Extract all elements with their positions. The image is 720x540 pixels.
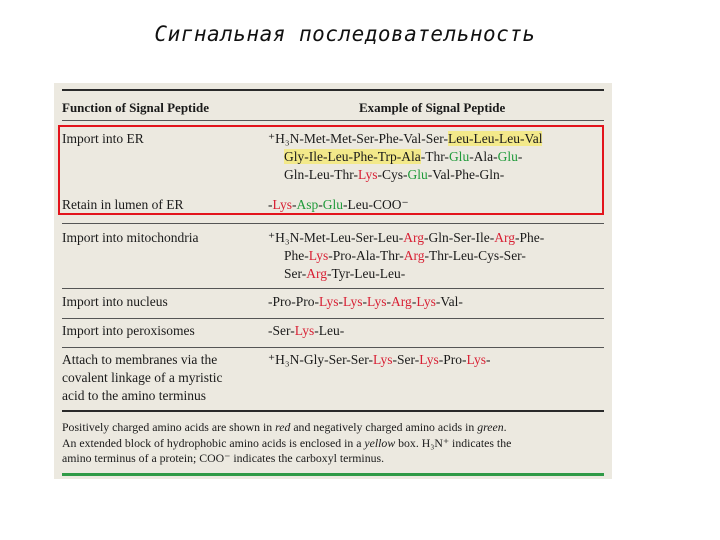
positive-residue: Lys — [357, 167, 378, 182]
text-segment: - — [486, 352, 491, 367]
text-segment: -Thr- — [420, 149, 449, 164]
positive-residue: Arg — [494, 230, 515, 245]
text-segment: red — [275, 420, 291, 434]
text-segment: - — [386, 294, 392, 309]
row-rule — [62, 318, 604, 319]
text-segment: -Tyr-Leu-Leu- — [327, 266, 406, 281]
function-line: acid to the amino terminus — [62, 388, 206, 403]
text-segment: -Pro- — [438, 352, 467, 367]
sequence-line — [268, 229, 544, 247]
text-segment: -Pro-Pro- — [268, 294, 319, 309]
text-segment: box. H₃N⁺ indicates the — [395, 435, 512, 450]
row-myristoyl-function — [62, 351, 222, 405]
row-peroxisome-sequence — [268, 322, 344, 340]
header-rule — [62, 120, 604, 121]
positive-residue: Lys — [308, 248, 329, 263]
text-segment: -Thr-Leu-Cys-Ser- — [424, 248, 526, 263]
function-line: Import into nucleus — [62, 294, 168, 309]
text-segment: ⁺H₃N-Met-Leu-Ser-Leu- — [268, 230, 404, 245]
function-line: Attach to membranes via the — [62, 352, 218, 367]
sequence-line — [268, 293, 463, 311]
footnote-line — [62, 436, 607, 452]
column-header-function: Function of Signal Peptide — [62, 100, 209, 115]
positive-residue: Lys — [272, 197, 293, 212]
text-segment: amino terminus of a protein; COO⁻ indicates the carboxyl terminus. — [62, 451, 385, 465]
positive-residue: Lys — [343, 294, 363, 309]
sequence-line — [268, 247, 544, 265]
text-segment: -Ser- — [392, 352, 420, 367]
text-segment: yellow — [364, 435, 396, 450]
text-segment: - — [362, 294, 368, 309]
text-segment: - — [268, 197, 273, 212]
positive-residue: Arg — [403, 248, 425, 263]
text-segment: - — [411, 294, 417, 309]
text-segment: -Val- — [435, 294, 463, 309]
text-segment: -Leu- — [314, 323, 345, 338]
table-bottom-rule — [62, 410, 604, 412]
row-nucleus-sequence — [268, 293, 463, 311]
function-line: Import into mitochondria — [62, 230, 199, 245]
negative-residue: Glu — [448, 149, 470, 164]
row-peroxisome-function — [62, 322, 195, 340]
function-line: covalent linkage of a myristic — [62, 370, 223, 385]
text-segment: . — [503, 420, 507, 434]
function-line: Import into peroxisomes — [62, 323, 195, 338]
table-footnote — [62, 420, 607, 467]
text-segment: green — [477, 420, 504, 434]
function-line: Retain in lumen of ER — [62, 197, 184, 212]
negative-residue: Glu — [407, 167, 428, 182]
sequence-line — [268, 322, 344, 340]
hydrophobic-block: Gly-Ile-Leu-Phe-Trp-Ala — [284, 149, 421, 164]
highlight-frame — [58, 125, 604, 215]
text-segment: -Gln-Ser-Ile- — [424, 230, 495, 245]
column-header-example: Example of Signal Peptide — [359, 100, 506, 115]
row-myristoyl-sequence — [268, 351, 491, 369]
text-segment: -Leu-COO⁻ — [343, 197, 409, 212]
row-rule — [62, 347, 604, 348]
text-segment: Phe- — [284, 248, 309, 263]
function-line: Import into ER — [62, 131, 144, 146]
negative-residue: Glu — [497, 149, 518, 164]
text-segment: Positively charged amino acids are shown in — [62, 420, 276, 434]
signal-peptide-table-figure — [54, 83, 612, 479]
text-segment: -Ala- — [469, 149, 498, 164]
footnote-line — [62, 451, 607, 467]
row-mito-sequence — [268, 229, 544, 283]
positive-residue: Lys — [294, 323, 315, 338]
positive-residue: Lys — [416, 294, 436, 309]
text-segment: - — [517, 149, 523, 164]
text-segment: - — [292, 197, 297, 212]
text-segment: ⁺H₃N-Gly-Ser-Ser- — [268, 352, 374, 367]
positive-residue: Lys — [367, 294, 387, 309]
text-segment: -Val-Phe-Gln- — [427, 167, 505, 182]
text-segment: ⁺H₃N-Met-Met-Ser-Phe-Val-Ser- — [268, 131, 448, 146]
text-segment: -Phe- — [515, 230, 545, 245]
negative-residue: Glu — [322, 197, 344, 212]
positive-residue: Arg — [403, 230, 425, 245]
footnote-line — [62, 420, 607, 436]
text-segment: - — [338, 294, 344, 309]
row-rule — [62, 223, 604, 224]
slide-title: Сигнальная последовательность — [154, 22, 536, 46]
positive-residue: Lys — [466, 352, 487, 367]
top-rule — [62, 89, 604, 91]
row-mito-function — [62, 229, 198, 247]
text-segment: -Ser- — [268, 323, 295, 338]
text-segment: - — [318, 197, 323, 212]
sequence-line — [268, 351, 491, 369]
sequence-line — [268, 265, 544, 283]
row-rule — [62, 288, 604, 289]
text-segment: -Cys- — [377, 167, 408, 182]
text-segment: and negatively charged amino acids in — [290, 420, 478, 434]
negative-residue: Asp — [296, 197, 319, 212]
positive-residue: Arg — [306, 266, 327, 281]
text-segment: Gln-Leu-Thr- — [284, 167, 358, 182]
text-segment: Ser- — [284, 266, 307, 281]
positive-residue: Lys — [319, 294, 339, 309]
positive-residue: Arg — [391, 294, 412, 309]
row-nucleus-function — [62, 293, 168, 311]
text-segment: -Pro-Ala-Thr- — [328, 248, 404, 263]
hydrophobic-block: Leu-Leu-Leu-Val — [448, 131, 543, 146]
text-segment: An extended block of hydrophobic amino acids is enclosed in a — [62, 435, 365, 450]
positive-residue: Lys — [373, 352, 393, 367]
positive-residue: Lys — [419, 352, 439, 367]
figure-bottom-rule — [62, 473, 604, 476]
